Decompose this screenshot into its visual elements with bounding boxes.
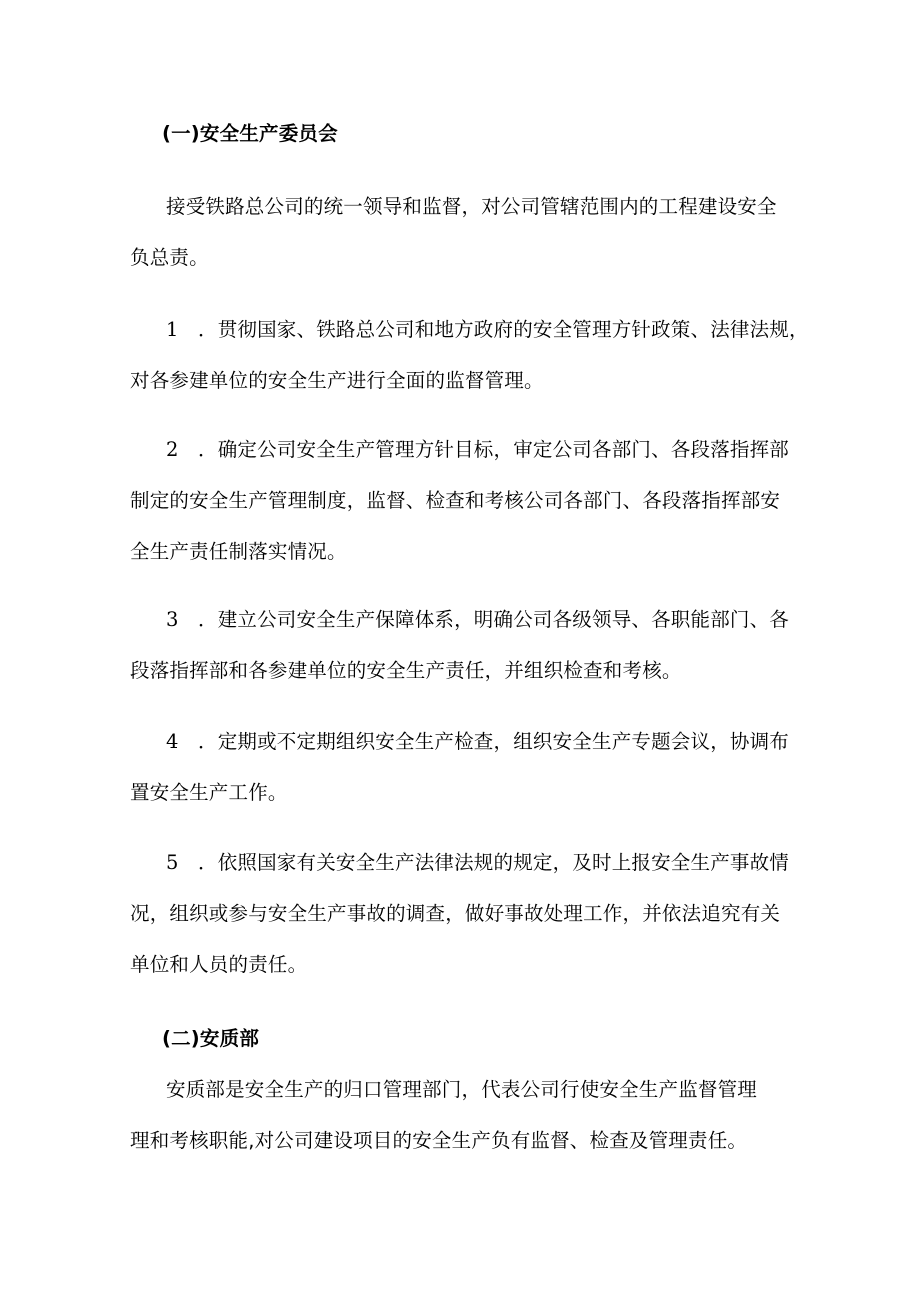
item-text: ．建立公司安全生产保障体系，明确公司各级领导、各职能部门、各 — [198, 608, 790, 631]
text-line — [130, 424, 800, 475]
item-text: ．确定公司安全生产管理方针目标，审定公司各部门、各段落指挥部 — [198, 438, 790, 461]
section-1-item-4 — [130, 716, 800, 818]
section-2-intro — [130, 1064, 800, 1166]
section-1-item-2 — [130, 424, 800, 577]
section-1-intro — [130, 181, 800, 283]
item-text: ．定期或不定期组织安全生产检查，组织安全生产专题会议，协调布 — [198, 730, 790, 753]
section-1-heading: (一)安全生产委员会 — [162, 122, 338, 145]
section-2-heading: (二)安质部 — [162, 1027, 260, 1050]
text-line: 全生产责任制落实情况。 — [130, 540, 347, 563]
text-line: 接受铁路总公司的统一领导和监督，对公司管辖范围内的工程建设安全 — [166, 195, 777, 218]
text-line: 负总责。 — [130, 246, 209, 269]
text-line: 况，组织或参与安全生产事故的调查，做好事故处理工作，并依法追究有关 — [130, 902, 781, 925]
text-line: 置安全生产工作。 — [130, 781, 288, 804]
item-text: ．贯彻国家、铁路总公司和地方政府的安全管理方针政策、法律法规， — [198, 318, 809, 341]
text-line: 理和考核职能,对公司建设项目的安全生产负有监督、检查及管理责任。 — [130, 1129, 748, 1152]
item-number: 3 — [166, 608, 179, 631]
text-line: 单位和人员的责任。 — [130, 953, 308, 976]
text-line — [130, 304, 809, 355]
text-line: 对各参建单位的安全生产进行全面的监督管理。 — [130, 369, 544, 392]
text-line — [130, 837, 800, 888]
text-line: 安质部是安全生产的归口管理部门，代表公司行使安全生产监督管理 — [166, 1078, 758, 1101]
item-number: 2 — [166, 438, 179, 461]
item-number: 5 — [166, 851, 179, 874]
text-line — [130, 716, 800, 767]
item-number: 4 — [166, 730, 179, 753]
text-line: 段落指挥部和各参建单位的安全生产责任，并组织检查和考核。 — [130, 659, 682, 682]
section-1-item-1 — [130, 304, 809, 406]
text-line: 制定的安全生产管理制度，监督、检查和考核公司各部门、各段落指挥部安 — [130, 489, 781, 512]
item-text: ．依照国家有关安全生产法律法规的规定，及时上报安全生产事故情 — [198, 851, 790, 874]
item-number: 1 — [166, 318, 179, 341]
text-line — [130, 594, 800, 645]
section-1-item-3 — [130, 594, 800, 696]
section-1-item-5 — [130, 837, 800, 990]
